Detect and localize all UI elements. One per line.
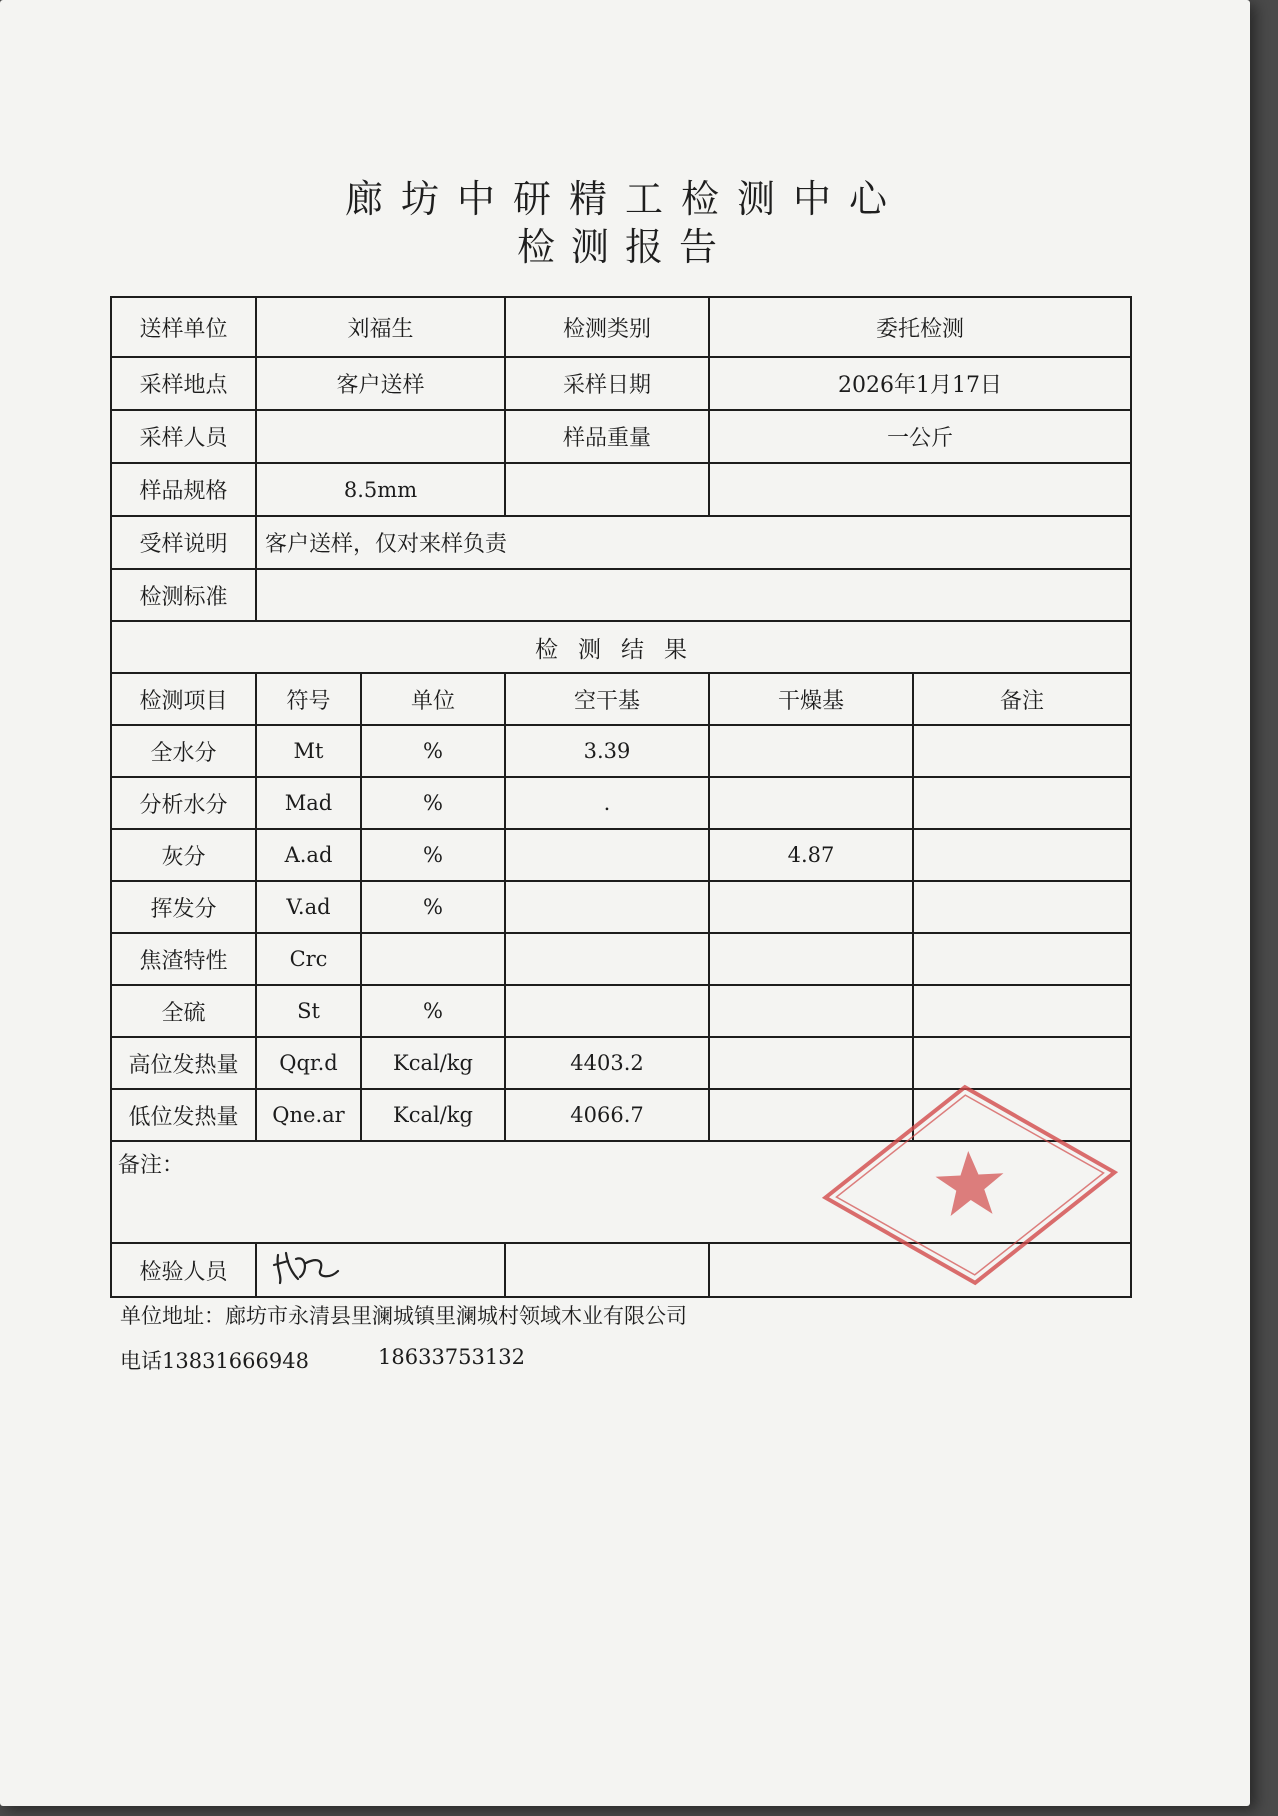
spec-value: 8.5mm (256, 463, 505, 516)
row-item: 灰分 (111, 829, 256, 881)
row-item: 分析水分 (111, 777, 256, 829)
standard-value (256, 569, 1131, 621)
footer-phone-1: 电话13831666948 (120, 1349, 309, 1373)
report-table (110, 296, 1132, 1298)
remarks-row (111, 1141, 1131, 1243)
table-row (111, 829, 1131, 881)
row-unit: Kcal/kg (361, 1089, 505, 1141)
table-row (111, 1089, 1131, 1141)
row-air-dry: . (505, 777, 709, 829)
col-air-dry: 空干基 (505, 673, 709, 725)
col-unit: 单位 (361, 673, 505, 725)
row-unit: Kcal/kg (361, 1037, 505, 1089)
row-dry (709, 933, 913, 985)
results-columns-row (111, 673, 1131, 725)
footer-phone-2: 18633753132 (378, 1345, 525, 1369)
location-value: 客户送样 (256, 357, 505, 410)
row-symbol: V.ad (256, 881, 361, 933)
row-symbol: A.ad (256, 829, 361, 881)
row-dry: 4.87 (709, 829, 913, 881)
row-note (913, 725, 1131, 777)
info-row-sampler (111, 410, 1131, 463)
report-table-wrap (110, 296, 1130, 1298)
row-note (913, 1089, 1131, 1141)
sampler-value (256, 410, 505, 463)
category-value: 委托检测 (709, 297, 1131, 357)
table-row (111, 881, 1131, 933)
row-unit: % (361, 985, 505, 1037)
row-dry (709, 985, 913, 1037)
row-item: 全硫 (111, 985, 256, 1037)
inspector-signature (272, 1249, 352, 1289)
row-note (913, 777, 1131, 829)
row-symbol: Qqr.d (256, 1037, 361, 1089)
sender-value: 刘福生 (256, 297, 505, 357)
row-symbol: Qne.ar (256, 1089, 361, 1141)
footer-address: 单位地址：廊坊市永清县里澜城镇里澜城村领域木业有限公司 (120, 1304, 687, 1328)
report-org-title: 廊坊中研精工检测中心 (344, 177, 905, 221)
row-air-dry (505, 881, 709, 933)
sampler-label: 采样人员 (111, 410, 256, 463)
row-item: 高位发热量 (111, 1037, 256, 1089)
table-row (111, 933, 1131, 985)
row-air-dry (505, 985, 709, 1037)
row-symbol: Mad (256, 777, 361, 829)
receipt-label: 受样说明 (111, 516, 256, 569)
row-note (913, 1037, 1131, 1089)
row-item: 低位发热量 (111, 1089, 256, 1141)
row-air-dry: 4403.2 (505, 1037, 709, 1089)
table-row (111, 777, 1131, 829)
inspector-row (111, 1243, 1131, 1297)
row-symbol: Crc (256, 933, 361, 985)
info-row-location (111, 357, 1131, 410)
results-header-row (111, 621, 1131, 673)
row-unit: % (361, 725, 505, 777)
receipt-value: 客户送样，仅对来样负责 (256, 516, 1131, 569)
row-air-dry: 3.39 (505, 725, 709, 777)
remarks-label: 备注： (111, 1141, 1131, 1243)
spec-empty-2 (709, 463, 1131, 516)
info-row-receipt (111, 516, 1131, 569)
col-note: 备注 (913, 673, 1131, 725)
row-unit: % (361, 829, 505, 881)
row-symbol: Mt (256, 725, 361, 777)
row-air-dry (505, 829, 709, 881)
sender-label: 送样单位 (111, 297, 256, 357)
col-symbol: 符号 (256, 673, 361, 725)
col-dry: 干燥基 (709, 673, 913, 725)
row-dry (709, 881, 913, 933)
category-label: 检测类别 (505, 297, 709, 357)
row-note (913, 881, 1131, 933)
row-item: 全水分 (111, 725, 256, 777)
table-row (111, 1037, 1131, 1089)
row-unit: % (361, 777, 505, 829)
row-item: 挥发分 (111, 881, 256, 933)
table-row (111, 725, 1131, 777)
info-row-spec (111, 463, 1131, 516)
row-unit: % (361, 881, 505, 933)
standard-label: 检测标准 (111, 569, 256, 621)
inspector-empty-1 (505, 1243, 709, 1297)
row-symbol: St (256, 985, 361, 1037)
weight-value: 一公斤 (709, 410, 1131, 463)
info-row-standard (111, 569, 1131, 621)
spec-label: 样品规格 (111, 463, 256, 516)
inspector-empty-2 (709, 1243, 1131, 1297)
row-item: 焦渣特性 (111, 933, 256, 985)
info-row-sender (111, 297, 1131, 357)
row-note (913, 985, 1131, 1037)
row-dry (709, 1037, 913, 1089)
col-item: 检测项目 (111, 673, 256, 725)
location-label: 采样地点 (111, 357, 256, 410)
row-dry (709, 725, 913, 777)
row-note (913, 933, 1131, 985)
row-unit (361, 933, 505, 985)
date-value: 2026年1月17日 (709, 357, 1131, 410)
weight-label: 样品重量 (505, 410, 709, 463)
row-dry (709, 1089, 913, 1141)
row-note (913, 829, 1131, 881)
results-section-title: 检测结果 (111, 621, 1131, 673)
inspector-label: 检验人员 (111, 1243, 256, 1297)
report-title: 检测报告 (516, 225, 733, 269)
table-row (111, 985, 1131, 1037)
row-dry (709, 777, 913, 829)
date-label: 采样日期 (505, 357, 709, 410)
row-air-dry: 4066.7 (505, 1089, 709, 1141)
spec-empty-1 (505, 463, 709, 516)
row-air-dry (505, 933, 709, 985)
